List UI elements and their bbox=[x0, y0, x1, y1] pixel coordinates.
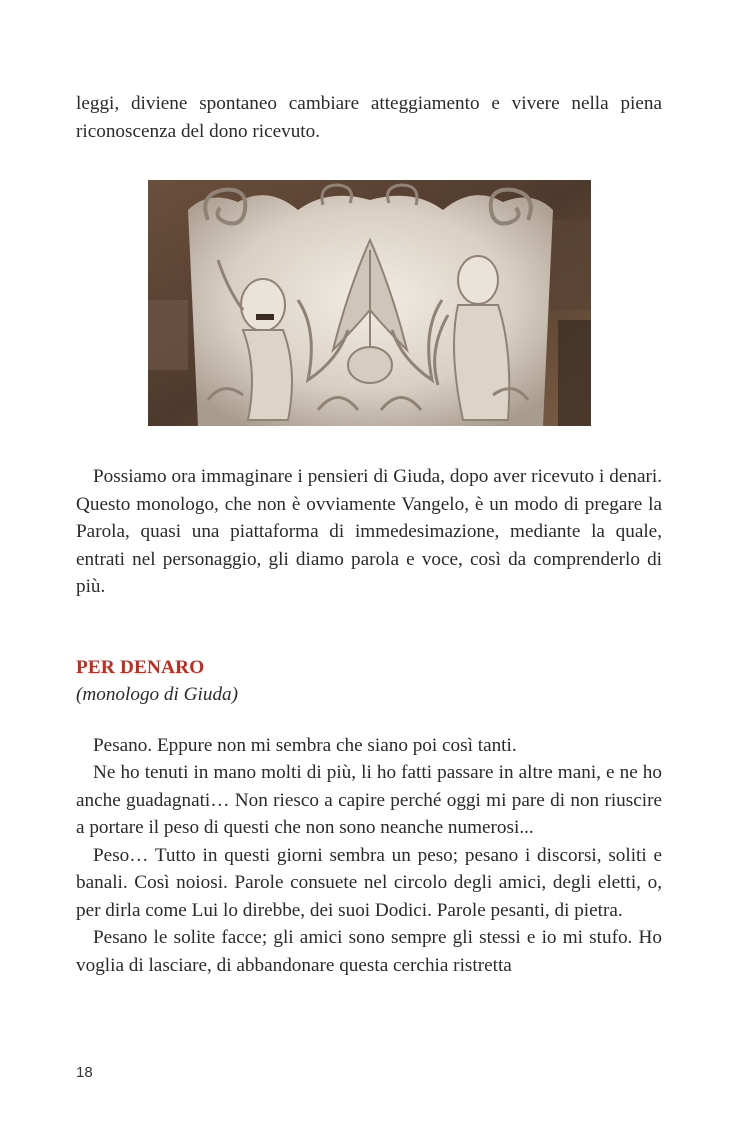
monologue-paragraph: Pesano le solite facce; gli amici sono sempre gli stessi e io mi stufo. Ho voglia di lasciare, di abbandonare questa cerchia ristretta bbox=[76, 927, 662, 976]
monologue-paragraph: Pesano. Eppure non mi sembra che siano poi così tanti. bbox=[93, 734, 517, 756]
figure-container bbox=[76, 180, 662, 426]
section-title: PER DENARO bbox=[76, 656, 205, 678]
monologue-paragraph: Ne ho tenuti in mano molti di più, li ho fatti passare in altre mani, e ne ho anche guadagnati… Non riesco a capire perché oggi mi pare di non riuscire a portare il peso di questi che non sono neanche numerosi... bbox=[76, 762, 662, 838]
page-number: 18 bbox=[76, 1064, 93, 1081]
monologue-paragraph: Peso… Tutto in questi giorni sembra un peso; pesano i discorsi, soliti e banali. Così noiosi. Parole consuete nel circolo degli amici, degli eletti, o, per dirla come Lui lo direbbe, dei suoi Dodici. Parole pesanti, di pietra. bbox=[76, 844, 662, 921]
intro-paragraph: leggi, diviene spontaneo cambiare atteggiamento e vivere nella piena riconoscenza del dono ricevuto. bbox=[76, 93, 662, 142]
section-subtitle: (monologo di Giuda) bbox=[76, 684, 239, 705]
capital-sculpture-image bbox=[148, 180, 591, 426]
monologue-text bbox=[76, 732, 662, 980]
page-content bbox=[76, 90, 662, 979]
body-paragraph: Possiamo ora immaginare i pensieri di Giuda, dopo aver ricevuto i denari. Questo monologo, che non è ovviamente Vangelo, è un modo di pregare la Parola, quasi una piattaforma di immedesimazione, mediante la quale, entrati nel personaggio, gli diamo parola e voce, così da comprenderlo di più. bbox=[76, 466, 662, 597]
